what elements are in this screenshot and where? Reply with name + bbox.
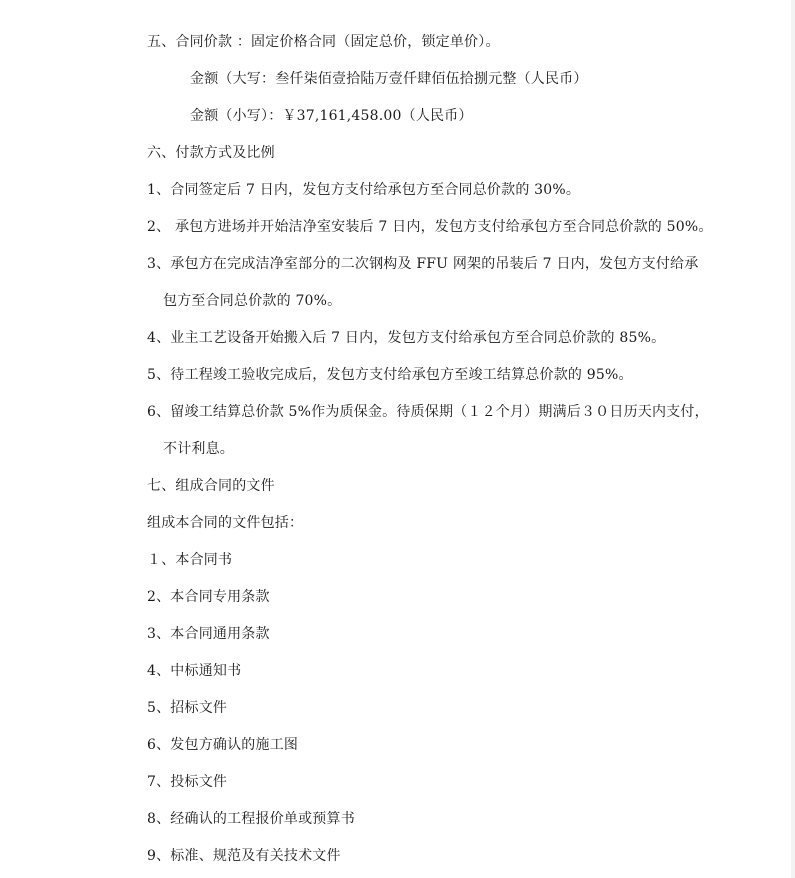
payment-item-6: 6、留竣工结算总价款 5%作为质保金。待质保期（１２个月）期满后３０日历天内支付， [147,404,709,420]
payment-item-3: 3、承包方在完成洁净室部分的二次钢构及 FFU 网架的吊装后 7 日内，发包方支付给承 [147,256,699,272]
section-6-title: 六、付款方式及比例 [147,145,275,161]
payment-item-6-continued: 不计利息。 [163,441,234,457]
payment-item-4: 4、业主工艺设备开始搬入后 7 日内，发包方支付给承包方至合同总价款的 85%。 [147,330,666,346]
contract-file-item: 8、经确认的工程报价单或预算书 [147,811,355,827]
contract-file-item: 5、招标文件 [147,700,228,716]
contract-file-item: 3、本合同通用条款 [147,626,270,642]
section-7-intro: 组成本合同的文件包括： [147,515,304,531]
payment-item-5: 5、待工程竣工验收完成后，发包方支付给承包方至竣工结算总价款的 95%。 [147,367,633,383]
section-5-title: 五、合同价款 ：固定价格合同（固定总价，锁定单价）。 [147,34,500,50]
section-7-title: 七、组成合同的文件 [147,478,275,494]
contract-file-item: 2、本合同专用条款 [147,589,270,605]
contract-file-item: 9、标准、规范及有关技术文件 [147,848,341,864]
contract-file-item: 7、投标文件 [147,774,228,790]
payment-item-2: 2、 承包方进场并开始洁净室安装后 7 日内，发包方支付给承包方至合同总价款的 50%。 [147,219,713,235]
contract-file-item: 6、发包方确认的施工图 [147,737,299,753]
contract-file-item: １、本合同书 [147,552,233,568]
payment-item-3-continued: 包方至合同总价款的 70%。 [163,293,342,309]
contract-file-item: 4、中标通知书 [147,663,242,679]
amount-uppercase: 金额（大写：叁仟柒佰壹拾陆万壹仟肆佰伍拾捌元整（人民币） [190,71,588,87]
payment-item-1: 1、合同签定后 7 日内，发包方支付给承包方至合同总价款的 30%。 [147,182,581,198]
page-edge-divider [791,0,795,878]
amount-lowercase: 金额（小写）：￥37,161,458.00（人民币） [190,108,473,124]
